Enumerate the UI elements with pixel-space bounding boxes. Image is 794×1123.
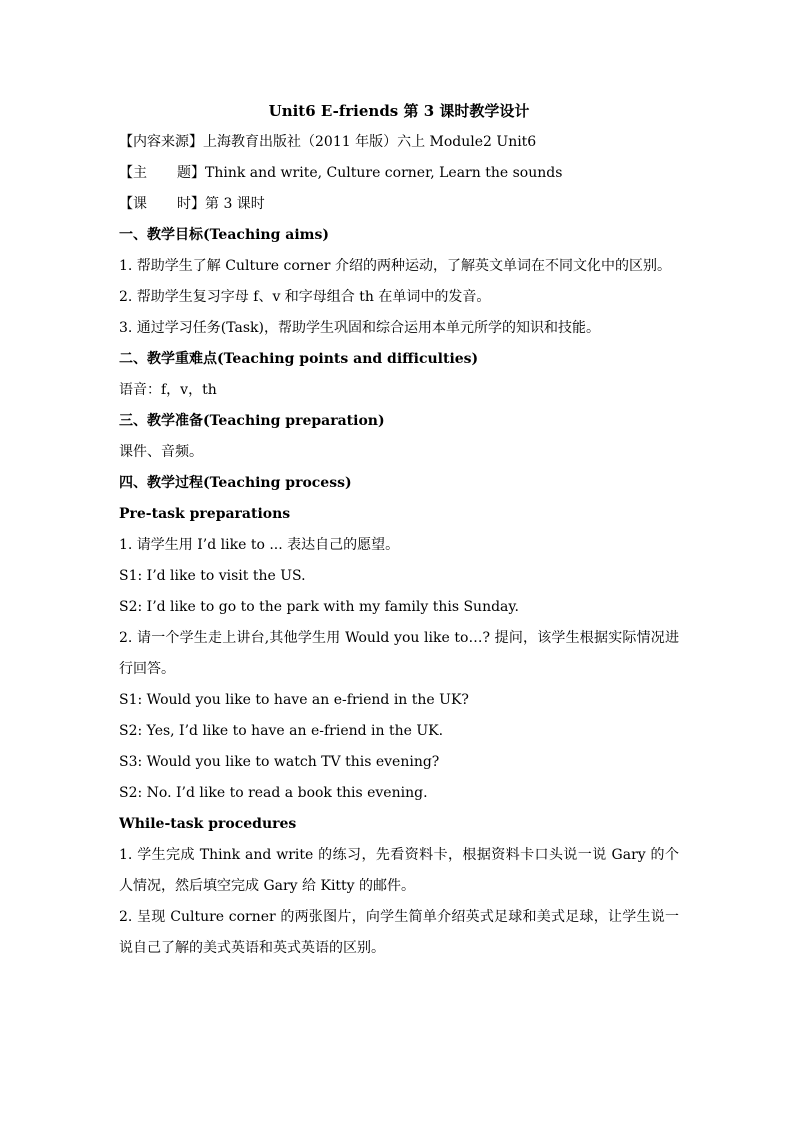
points-text: 语音：f，v，th: [119, 382, 217, 398]
aims-heading: 一、教学目标(Teaching aims): [119, 227, 329, 243]
preparation-text: 课件、音频。: [119, 444, 203, 460]
while-task-line: 1. 学生完成 Think and write 的练习，先看资料卡，根据资料卡口头说一说 Gary 的个人情况，然后填空完成 Gary 给 Kitty 的邮件。: [119, 847, 679, 894]
while-task-line: 2. 呈现 Culture corner 的两张图片，向学生简单介绍英式足球和美式足球，让学生说一说自己了解的美式英语和英式英语的区别。: [119, 909, 679, 956]
while-task-heading: While-task procedures: [119, 816, 297, 832]
topic-value: Think and write, Culture corner, Learn the sounds: [205, 165, 563, 181]
pre-task-line: S2: Yes, I’d like to have an e-friend in the UK.: [119, 723, 444, 739]
pre-task-line: S1: I’d like to visit the US.: [119, 568, 306, 584]
period-value: 第 3 课时: [205, 196, 265, 212]
pre-task-line: S1: Would you like to have an e-friend in the UK?: [119, 692, 469, 708]
period-row: [119, 189, 679, 220]
topic-label-open: 【主: [119, 165, 147, 181]
content-source-label: 【内容来源】: [119, 134, 203, 150]
content-source-row: [119, 127, 679, 158]
document-page: [119, 96, 679, 964]
aim-item: 2. 帮助学生复习字母 f、v 和字母组合 th 在单词中的发音。: [119, 289, 491, 305]
pre-task-line: S2: I’d like to go to the park with my family this Sunday.: [119, 599, 519, 615]
period-label-close: 时】: [177, 196, 205, 212]
preparation-heading: 三、教学准备(Teaching preparation): [119, 413, 385, 429]
topic-label-close: 题】: [177, 165, 205, 181]
aim-item: 1. 帮助学生了解 Culture corner 介绍的两种运动，了解英文单词在不同文化中的区别。: [119, 258, 671, 274]
pre-task-line: 1. 请学生用 I’d like to ... 表达自己的愿望。: [119, 537, 400, 553]
pre-task-line: 2. 请一个学生走上讲台,其他学生用 Would you like to…? 提问，该学生根据实际情况进行回答。: [119, 630, 679, 677]
pre-task-heading: Pre-task preparations: [119, 506, 291, 522]
aim-item: 3. 通过学习任务(Task)，帮助学生巩固和综合运用本单元所学的知识和技能。: [119, 320, 600, 336]
process-heading: 四、教学过程(Teaching process): [119, 475, 352, 491]
pre-task-line: S2: No. I’d like to read a book this evening.: [119, 785, 428, 801]
pre-task-line: S3: Would you like to watch TV this evening?: [119, 754, 440, 770]
content-source-value: 上海教育出版社（2011 年版）六上 Module2 Unit6: [203, 134, 537, 150]
points-heading: 二、教学重难点(Teaching points and difficulties): [119, 351, 479, 367]
period-label-open: 【课: [119, 196, 147, 212]
document-title: Unit6 E-friends 第 3 课时教学设计: [268, 102, 530, 120]
topic-row: [119, 158, 679, 189]
